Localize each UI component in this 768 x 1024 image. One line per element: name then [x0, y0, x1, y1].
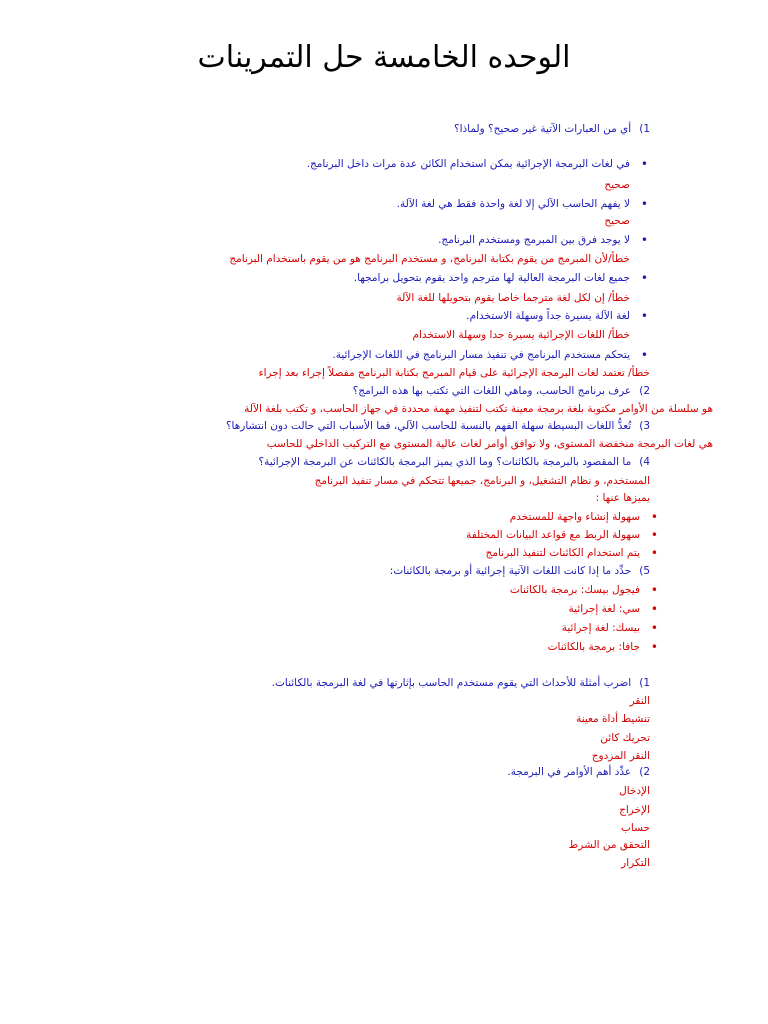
line-text: هو سلسلة من الأوامر مكتوبة بلغة برمجة معينة تكتب لتنفيذ مهمة محددة في جهاز الحاسب، و تكتب بلغة الآلة	[244, 403, 713, 415]
bullet-item	[466, 528, 640, 542]
answer-line	[397, 291, 631, 305]
line-text: جميع لغات البرمجة العالية لها مترجم واحد يقوم بتحويل برامجها.	[353, 272, 630, 284]
answer-line	[621, 821, 650, 835]
answer-line	[569, 838, 650, 852]
line-text: اضرب أمثلة للأحداث التي يقوم مستخدم الحاسب بإثارتها في لغة البرمجة بالكائنات.	[271, 677, 632, 689]
answer-line	[576, 712, 650, 726]
question-number: 4)	[639, 456, 650, 468]
line-text: بيسك: لغة إجرائية	[561, 622, 640, 634]
line-text: لا يفهم الحاسب الآلي إلا لغة واحدة فقط هي لغة الآلة.	[396, 198, 630, 210]
bullet-item	[562, 621, 640, 635]
line-text: أي من العبارات الآتية غير صحيح؟ ولماذا؟	[454, 123, 632, 135]
answer-line	[596, 491, 650, 505]
question-line	[454, 122, 650, 136]
line-text: ما المقصود بالبرمجة بالكائنات؟ وما الذي يميز البرمجة بالكائنات عن البرمجة الإجرائية؟	[258, 456, 632, 468]
answer-line	[412, 328, 630, 342]
answer-line	[619, 803, 650, 817]
bullet-item	[397, 197, 630, 211]
line-text: الإخراج	[619, 804, 650, 816]
answer-line	[244, 402, 713, 416]
line-text: في لغات البرمجة الإجرائية يمكن استخدام الكائن عدة مرات داخل البرنامج.	[306, 158, 630, 170]
line-text: خطأ/ تعتمد لغات البرمجة الإجرائية على قيام المبرمج بكتابة البرنامج مفصلاً إجراء بعد إجراء	[258, 367, 650, 379]
line-text: حدِّد ما إذا كانت اللغات الآتية إجرائية أو برمجة بالكائنات:	[389, 565, 632, 577]
line-text: المستخدم، و نظام التشغيل، و البرنامج، جميعها تتحكم في مسار تنفيذ البرنامج	[314, 475, 650, 487]
question-number: 1)	[639, 123, 650, 135]
answer-line	[592, 749, 650, 763]
line-text: يتم استخدام الكائنات لتنفيذ البرنامج	[485, 547, 640, 559]
bullet-item	[569, 602, 641, 616]
answer-line	[619, 784, 650, 798]
question-line	[259, 455, 651, 469]
answer-line	[604, 178, 630, 192]
line-text: يميزها عنها :	[595, 492, 650, 504]
bullet-item	[548, 640, 640, 654]
answer-line	[604, 214, 630, 228]
bullet-item	[438, 233, 630, 247]
line-text: النقر المزدوج	[591, 750, 650, 762]
bullet-item	[510, 583, 640, 597]
page-title: الوحده الخامسة حل التمرينات	[197, 40, 571, 75]
question-line	[390, 564, 650, 578]
question-line	[507, 765, 650, 779]
answer-line	[630, 694, 650, 708]
question-line	[272, 676, 650, 690]
line-text: سهولة إنشاء واجهة للمستخدم	[509, 511, 640, 523]
line-text: خطأ/ اللغات الإجرائية يسيرة جدا وسهلة الاستخدام	[412, 329, 630, 341]
line-text: التحقق من الشرط	[568, 839, 650, 851]
answer-line	[600, 731, 650, 745]
line-text: صحيح	[604, 215, 630, 227]
question-line	[226, 419, 650, 433]
answer-line	[229, 252, 630, 266]
line-text: خطأ/لأن المبرمج من يقوم بكتابة البرنامج، و مستخدم البرنامج هو من يقوم باستخدام البرنامج	[229, 253, 630, 265]
bullet-item	[307, 157, 630, 171]
answer-line	[259, 366, 650, 380]
line-text: تنشيط أداة معينة	[576, 713, 650, 725]
bullet-item	[466, 309, 630, 323]
bullet-item	[486, 546, 640, 560]
line-text: جافا: برمجة بالكائنات	[547, 641, 640, 653]
question-number: 3)	[639, 420, 650, 432]
line-text: خطأ/ إن لكل لغة مترجما خاصا يقوم بتحويلها للغة الآلة	[396, 292, 630, 304]
question-number: 2)	[639, 766, 650, 778]
question-number: 1)	[639, 677, 650, 689]
line-text: هي لغات البرمجة منخفضة المستوى، ولا توافق أوامر لغات عالية المستوى مع التركيب الداخلي للحاسب	[266, 438, 713, 450]
line-text: تحريك كائن	[600, 732, 650, 744]
line-text: سهولة الربط مع قواعد البيانات المختلفة	[466, 529, 640, 541]
line-text: تُعدُّ اللغات البسيطة سهلة الفهم بالنسبة للحاسب الآلي، فما الأسباب التي حالت دون انتشارها؟	[225, 420, 632, 432]
question-number: 2)	[639, 385, 650, 397]
question-number: 5)	[639, 565, 650, 577]
line-text: حساب	[621, 822, 650, 834]
answer-line	[267, 437, 713, 451]
line-text: الإدخال	[619, 785, 650, 797]
bullet-item	[332, 348, 630, 362]
bullet-item	[354, 271, 630, 285]
answer-line	[315, 474, 650, 488]
question-line	[353, 384, 650, 398]
line-text: التكرار	[621, 857, 650, 869]
line-text: سي: لغة إجرائية	[568, 603, 640, 615]
line-text: فيجول بيسك: برمجة بالكائنات	[509, 584, 640, 596]
bullet-item	[510, 510, 640, 524]
line-text: يتحكم مستخدم البرنامج في تنفيذ مسار البرنامج في اللغات الإجرائية.	[332, 349, 630, 361]
line-text: صحيح	[604, 179, 630, 191]
line-text: لغة الآلة يسيرة جداً وسهلة الاستخدام.	[466, 310, 630, 322]
line-text: لا يوجد فرق بين المبرمج ومستخدم البرنامج.	[438, 234, 630, 246]
line-text: النقر	[629, 695, 650, 707]
line-text: عدِّد أهم الأوامر في البرمجة.	[507, 766, 632, 778]
line-text: عرف برنامج الحاسب، وماهي اللغات التي تكتب بها هذه البرامج؟	[352, 385, 632, 397]
answer-line	[621, 856, 650, 870]
